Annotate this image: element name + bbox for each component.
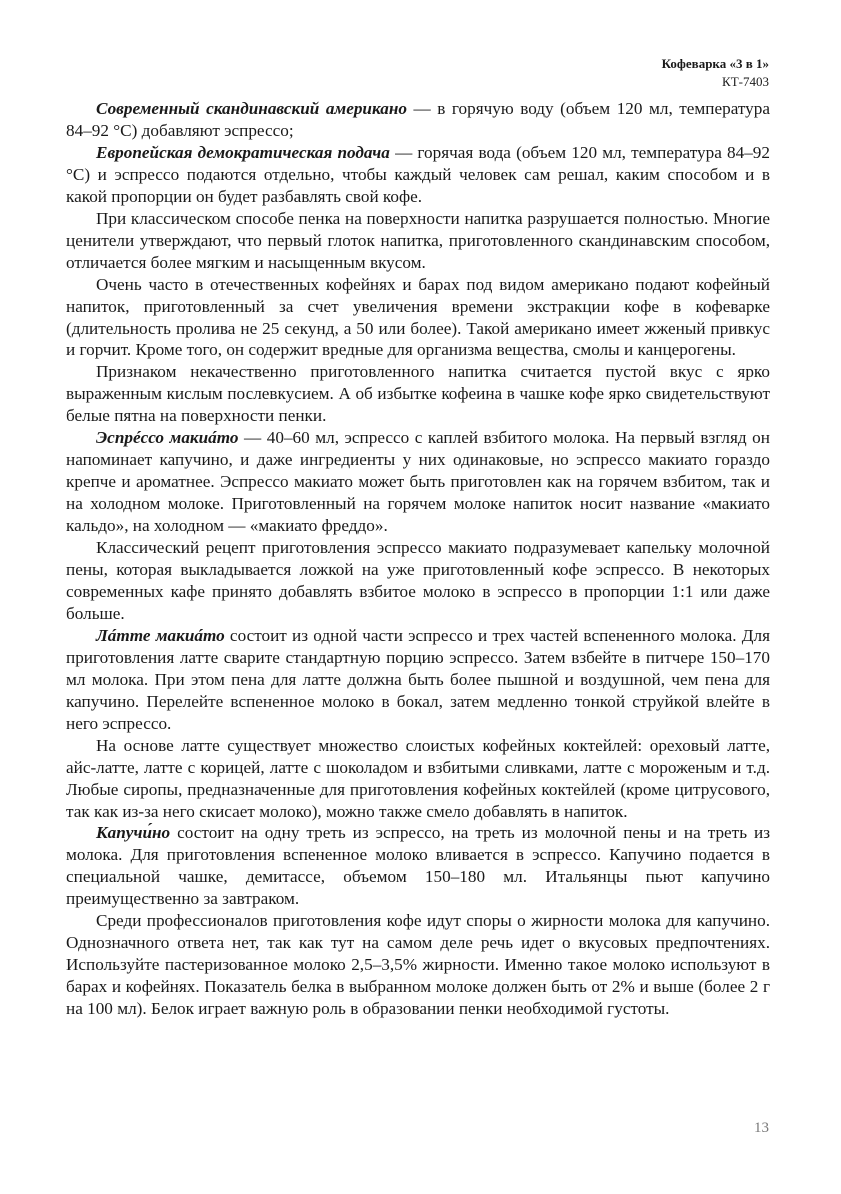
paragraph-classic-method [66,208,770,274]
paragraph-text: — в горячую воду (объем 120 мл, температура 84–92 °С) добавляют эспрессо; [66,99,770,140]
paragraph-text: состоит на одну треть из эспрессо, на треть из молочной пены и на треть из молока. Для приготовления вспененное молоко вливается в эспрессо. Капучино подается в специальной чашке, демитассе, объемом 150–180 мл. Итальянцы пьют капучино преимущественно за завтраком. [66,823,770,909]
paragraph-latte-macchiato [66,625,770,735]
paragraph-local-cafes [66,274,770,362]
paragraph-macchiato-recipe [66,537,770,625]
paragraph-scandinavian-americano [66,98,770,142]
term-scandinavian-americano: Современный скандинавский американо [96,99,408,118]
paragraph-text: состоит из одной части эспрессо и трех частей вспененного молока. Для приготовления латте сварите стандартную порцию эспрессо. Затем взбейте в питчере 150–170 мл молока. При этом пена для латте должна быть более пышной и воздушной, чем пена для капучино. Перелейте вспененное молоко в бокал, затем медленно тонкой струйкой влейте в него эспрессо. [66,625,770,733]
body-text [66,98,770,1020]
paragraph-text: Классический рецепт приготовления эспрессо макиато подразумевает капельку молочной пены, которая выкладывается ложкой на уже приготовленный кофе эспрессо. В некоторых современных кафе принято добавлять взбитое молоко в эспрессо в пропорции 1:1 или даже больше. [66,538,770,623]
paragraph-cappuccino [66,822,770,910]
paragraph-text: Очень часто в отечественных кофейнях и барах под видом американо подают кофейный напиток, приготовленный за счет увеличения времени экстракции кофе в кофеварке (длительность пролива не 25 секунд, а 50 или более). Такой американо имеет жженый привкус и горчит. Кроме того, он содержит вредные для организма вещества, смолы и канцерогены. [66,274,770,360]
paragraph-text: Признаком некачественно приготовленного напитка считается пустой вкус с ярко выраженным кислым послевкусием. А об избытке кофеина в чашке кофе ярко свидетельствуют белые пятна на поверхности пенки. [66,362,770,426]
paragraph-text: — 40–60 мл, эспрессо с каплей взбитого молока. На первый взгляд он напоминает капучино, и даже ингредиенты у них одинаковые, но эспрессо макиато гораздо крепче и ароматнее. Эспрессо макиато может быть приготовлен как на горячем взбитом, так и на холодном молоке. Приготовленный на горячем молоке напиток носит название «макиато кальдо», на холодном — «макиато фреддо». [66,428,770,536]
paragraph-milk-fat [66,910,770,1020]
header-model: КТ-7403 [722,74,769,89]
page-number: 13 [754,1120,769,1136]
paragraph-european-serving [66,142,770,208]
header-title: Кофеварка «3 в 1» [661,56,769,71]
paragraph-text: Среди профессионалов приготовления кофе идут споры о жирности молока для капучино. Однозначного ответа нет, так как тут на самом деле речь идет о вкусовых предпочтениях. Используйте пастеризованное молоко 2,5–3,5% жирности. Именно такое молоко используют в барах и кофейнях. Показатель белка в выбранном молоке должен быть от 2% и выше (более 2 г на 100 мл). Белок играет важную роль в образовании пенки необходимой густоты. [66,911,770,1019]
term-european-serving: Европейская демократическая подача [96,142,390,162]
paragraph-text: — горячая вода (объем 120 мл, температура 84–92 °С) и эспрессо подаются отдельно, чтобы каждый человек сам решал, каким способом и в какой пропорции он будет разбавлять свой кофе. [66,142,770,206]
paragraph-text: На основе латте существует множество слоистых кофейных коктейлей: ореховый латте, айс-латте, латте с корицей, латте с шоколадом и взбитыми сливками, латте с мороженым и т.д. Любые сиропы, предназначенные для приготовления кофейных коктейлей (кроме цитрусового, так как из-за него скисает молоко), можно также смело добавлять в напиток. [66,735,770,821]
paragraph-poor-quality [66,361,770,427]
paragraph-text: При классическом способе пенка на поверхности напитка разрушается полностью. Многие ценители утверждают, что первый глоток напитка, приготовленного скандинавским способом, отличается более мягким и насыщенным вкусом. [66,208,770,272]
paragraph-espresso-macchiato [66,427,770,537]
paragraph-latte-cocktails [66,735,770,823]
term-espresso-macchiato: Эспрéссо макиáто [96,428,239,448]
term-latte-macchiato: Лáтте макиáто [96,625,225,645]
page-header [662,55,769,91]
term-cappuccino: Капучи́но [96,823,171,843]
